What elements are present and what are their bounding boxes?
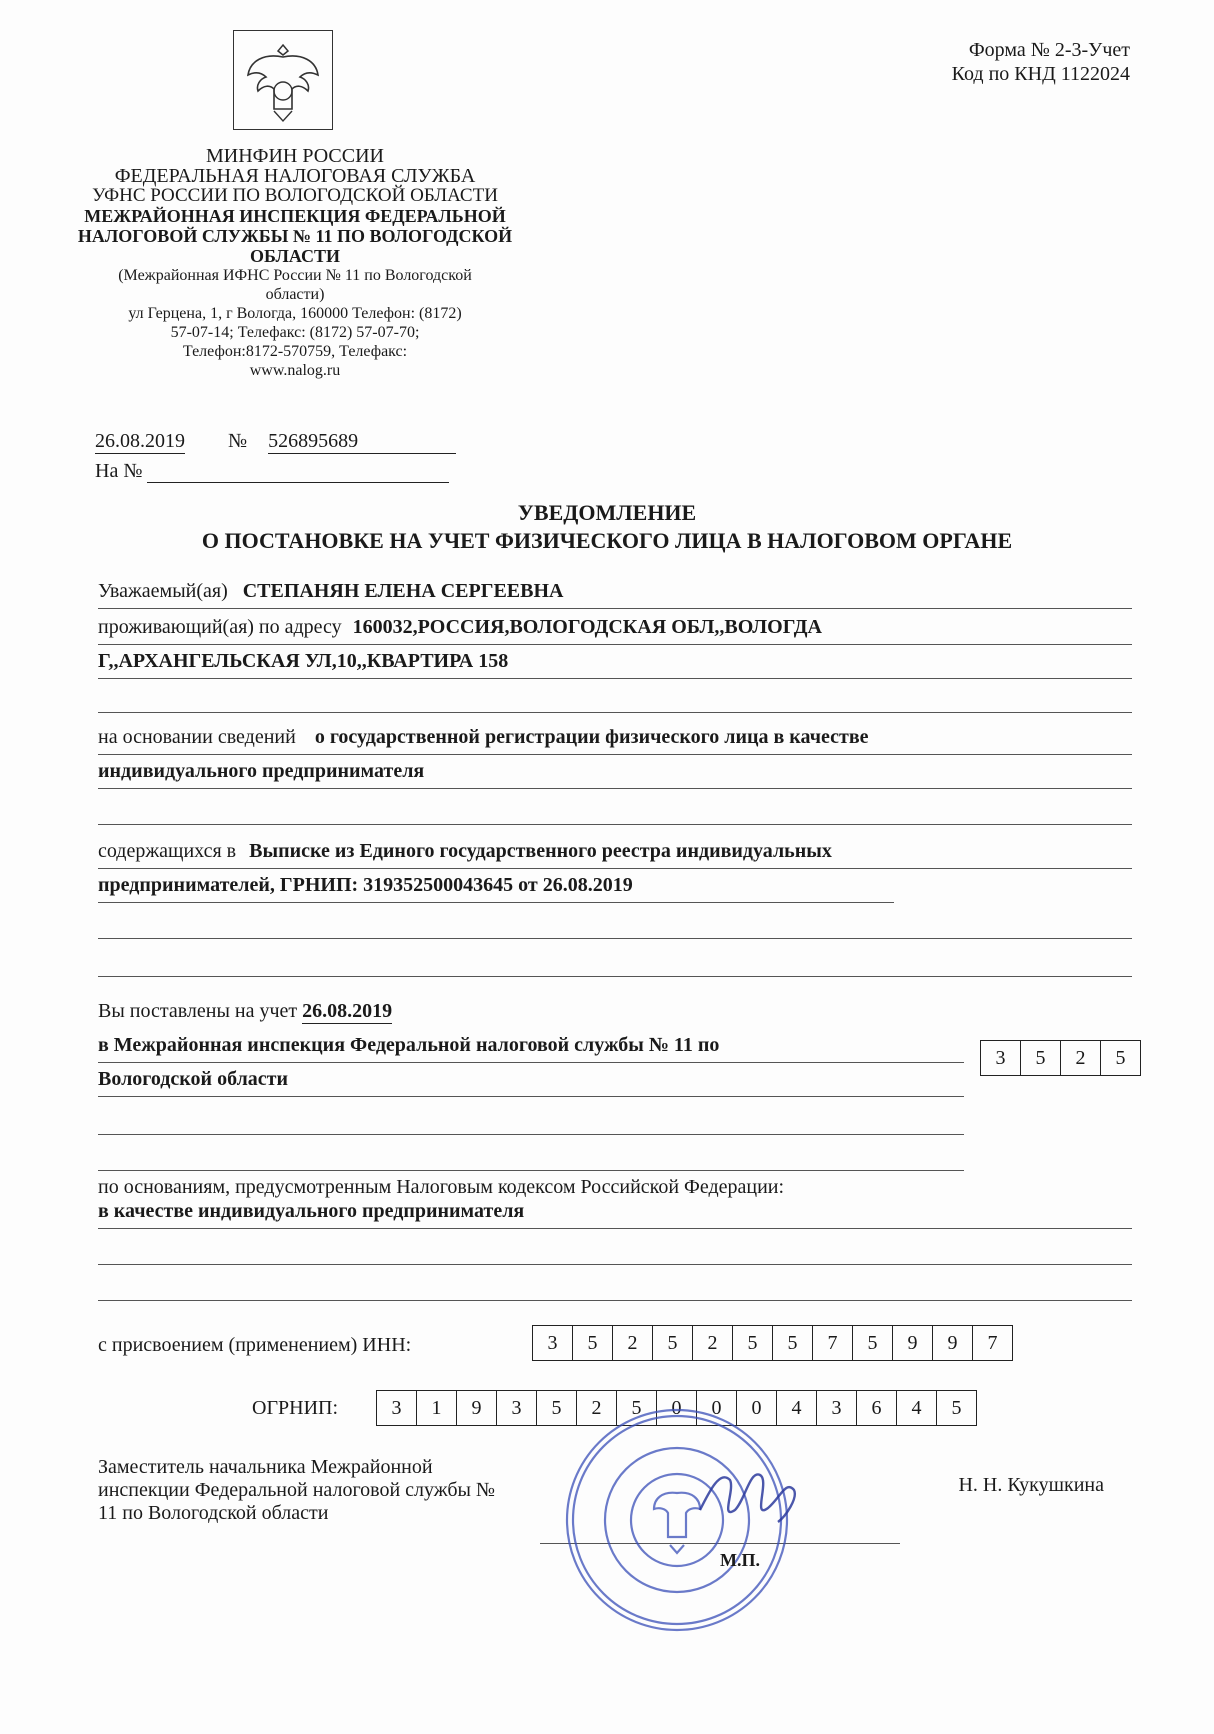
notice-subtitle: О ПОСТАНОВКЕ НА УЧЕТ ФИЗИЧЕСКОГО ЛИЦА В НАЛОГОВОМ ОРГАНЕ bbox=[201, 528, 1013, 553]
stamp-place-label: М.П. bbox=[720, 1550, 760, 1570]
authority-row-1 bbox=[98, 1030, 964, 1063]
reference-label: На № bbox=[95, 460, 143, 482]
source-row-4 bbox=[98, 944, 1132, 977]
org-address-1: ул Герцена, 1, г Вологда, 160000 Телефон: (8172) bbox=[128, 305, 462, 322]
ogrnip-digit: 0 bbox=[656, 1391, 696, 1425]
ogrnip-digit: 6 bbox=[856, 1391, 896, 1425]
signatory-position-2: инспекции Федеральной налоговой службы № bbox=[98, 1479, 496, 1501]
address-row-2 bbox=[98, 646, 1132, 679]
inn-digit: 5 bbox=[852, 1326, 892, 1360]
source-value-2: предпринимателей, ГРНИП: 319352500043645 от 26.08.2019 bbox=[98, 874, 633, 896]
ogrnip-digit: 9 bbox=[456, 1391, 496, 1425]
basis-row-1 bbox=[98, 722, 1132, 755]
authority-code-digit: 3 bbox=[995, 1047, 1006, 1069]
basis-value-2: индивидуального предпринимателя bbox=[98, 760, 425, 782]
ogrnip-digit: 3 bbox=[816, 1391, 856, 1425]
authority-value-2: Вологодской области bbox=[98, 1068, 289, 1090]
ogrnip-digit: 5 bbox=[936, 1391, 976, 1425]
source-label: содержащихся в bbox=[98, 840, 237, 862]
registered-date: 26.08.2019 bbox=[302, 1000, 393, 1022]
address-value-1: 160032,РОССИЯ,ВОЛОГОДСКАЯ ОБЛ,,ВОЛОГДА bbox=[352, 616, 822, 638]
signatory-position-3: 11 по Вологодской области bbox=[98, 1502, 329, 1524]
authority-row-4 bbox=[98, 1138, 964, 1171]
inspection-short-1: (Межрайонная ИФНС России № 11 по Вологодской bbox=[118, 267, 472, 284]
org-address-2: 57-07-14; Телефакс: (8172) 57-07-70; bbox=[170, 324, 420, 341]
ogrnip-digit: 4 bbox=[896, 1391, 936, 1425]
ogrnip-digit: 0 bbox=[696, 1391, 736, 1425]
ogrnip-digit: 1 bbox=[416, 1391, 456, 1425]
inn-label: с присвоением (применением) ИНН: bbox=[98, 1334, 412, 1356]
form-identifier bbox=[952, 38, 1130, 86]
inn-digit: 9 bbox=[892, 1326, 932, 1360]
basis-row-3 bbox=[98, 792, 1132, 825]
grounds-label: по основаниям, предусмотренным Налоговым кодексом Российской Федерации: bbox=[98, 1176, 785, 1198]
ogrnip-digit: 4 bbox=[776, 1391, 816, 1425]
org-website: www.nalog.ru bbox=[249, 362, 341, 379]
basis-value-1: о государственной регистрации физического лица в качестве bbox=[314, 726, 869, 748]
authority-value-1: в Межрайонная инспекция Федеральной налоговой службы № 11 по bbox=[98, 1034, 720, 1056]
address-value-2: Г,,АРХАНГЕЛЬСКАЯ УЛ,10,,КВАРТИРА 158 bbox=[98, 650, 509, 672]
recipient-row bbox=[98, 576, 1132, 609]
source-row-1 bbox=[98, 836, 1132, 869]
source-value-1: Выписке из Единого государственного реестра индивидуальных bbox=[249, 840, 832, 862]
inn-boxes bbox=[532, 1325, 1013, 1361]
org-address-3: Телефон:8172-570759, Телефакс: bbox=[182, 343, 408, 360]
basis-label: на основании сведений bbox=[98, 726, 296, 748]
ogrnip-digit: 5 bbox=[536, 1391, 576, 1425]
registration-no-label: № bbox=[228, 430, 248, 452]
grounds-row-3 bbox=[98, 1268, 1132, 1301]
inspection-short-2: области) bbox=[265, 286, 325, 303]
inn-digit: 5 bbox=[652, 1326, 692, 1360]
inn-digit: 5 bbox=[772, 1326, 812, 1360]
inspection-name-2: НАЛОГОВОЙ СЛУЖБЫ № 11 ПО ВОЛОГОДСКОЙ bbox=[77, 226, 513, 246]
inn-digit: 9 bbox=[932, 1326, 972, 1360]
grounds-row-1 bbox=[98, 1196, 1132, 1229]
registered-label: Вы поставлены на учет bbox=[98, 1000, 298, 1022]
issuing-organization bbox=[60, 146, 530, 380]
recipient-name: СТЕПАНЯН ЕЛЕНА СЕРГЕЕВНА bbox=[242, 580, 564, 602]
inn-digit: 2 bbox=[692, 1326, 732, 1360]
registration-number: 526895689 bbox=[268, 430, 456, 454]
authority-row-3 bbox=[98, 1102, 964, 1135]
authority-code-digit: 5 bbox=[1020, 1041, 1060, 1075]
reference-number-field bbox=[147, 464, 449, 483]
address-row-1 bbox=[98, 612, 1132, 645]
ogrnip-digit: 5 bbox=[616, 1391, 656, 1425]
grounds-row-2 bbox=[98, 1232, 1132, 1265]
ogrnip-digit: 3 bbox=[496, 1391, 536, 1425]
recipient-label: Уважаемый(ая) bbox=[98, 580, 228, 602]
inspection-name-1: МЕЖРАЙОННАЯ ИНСПЕКЦИЯ ФЕДЕРАЛЬНОЙ bbox=[84, 206, 506, 226]
signatory-name: Н. Н. Кукушкина bbox=[958, 1474, 1104, 1496]
inn-digit: 3 bbox=[547, 1332, 558, 1354]
regional-office: УФНС РОССИИ ПО ВОЛОГОДСКОЙ ОБЛАСТИ bbox=[92, 185, 498, 206]
basis-row-2 bbox=[98, 756, 1132, 789]
ogrnip-label: ОГРНИП: bbox=[252, 1397, 339, 1419]
source-row-2 bbox=[98, 870, 894, 903]
service-name: ФЕДЕРАЛЬНАЯ НАЛОГОВАЯ СЛУЖБА bbox=[114, 165, 476, 187]
inn-digit: 5 bbox=[732, 1326, 772, 1360]
authority-code-digit: 5 bbox=[1100, 1041, 1140, 1075]
registration-date: 26.08.2019 bbox=[95, 430, 185, 452]
inspection-name-3: ОБЛАСТИ bbox=[250, 246, 340, 266]
authority-code-boxes bbox=[980, 1040, 1141, 1076]
ogrnip-digit: 0 bbox=[736, 1391, 776, 1425]
ogrnip-digit: 3 bbox=[391, 1397, 402, 1419]
address-row-3 bbox=[98, 680, 1132, 713]
inn-digit: 7 bbox=[972, 1326, 1012, 1360]
source-row-3 bbox=[98, 906, 1132, 939]
registered-line bbox=[98, 1000, 392, 1024]
address-label: проживающий(ая) по адресу bbox=[98, 616, 342, 638]
inn-digit: 2 bbox=[612, 1326, 652, 1360]
knd-code: Код по КНД 1122024 bbox=[951, 63, 1130, 85]
signatory-position bbox=[98, 1456, 618, 1525]
russian-coat-of-arms-icon bbox=[233, 30, 333, 130]
ogrnip-digit: 2 bbox=[576, 1391, 616, 1425]
reference-line bbox=[95, 460, 449, 483]
notice-title: УВЕДОМЛЕНИЕ bbox=[517, 500, 697, 525]
ministry-name: МИНФИН РОССИИ bbox=[206, 145, 384, 167]
inn-digit: 5 bbox=[572, 1326, 612, 1360]
authority-code-digit: 2 bbox=[1060, 1041, 1100, 1075]
inn-digit: 7 bbox=[812, 1326, 852, 1360]
registration-line bbox=[95, 430, 456, 454]
form-number: Форма № 2-3-Учет bbox=[968, 39, 1130, 61]
authority-row-2 bbox=[98, 1064, 964, 1097]
handwritten-signature-icon bbox=[690, 1450, 810, 1540]
signatory-position-1: Заместитель начальника Межрайонной bbox=[98, 1456, 433, 1478]
grounds-value: в качестве индивидуального предпринимателя bbox=[98, 1200, 525, 1222]
